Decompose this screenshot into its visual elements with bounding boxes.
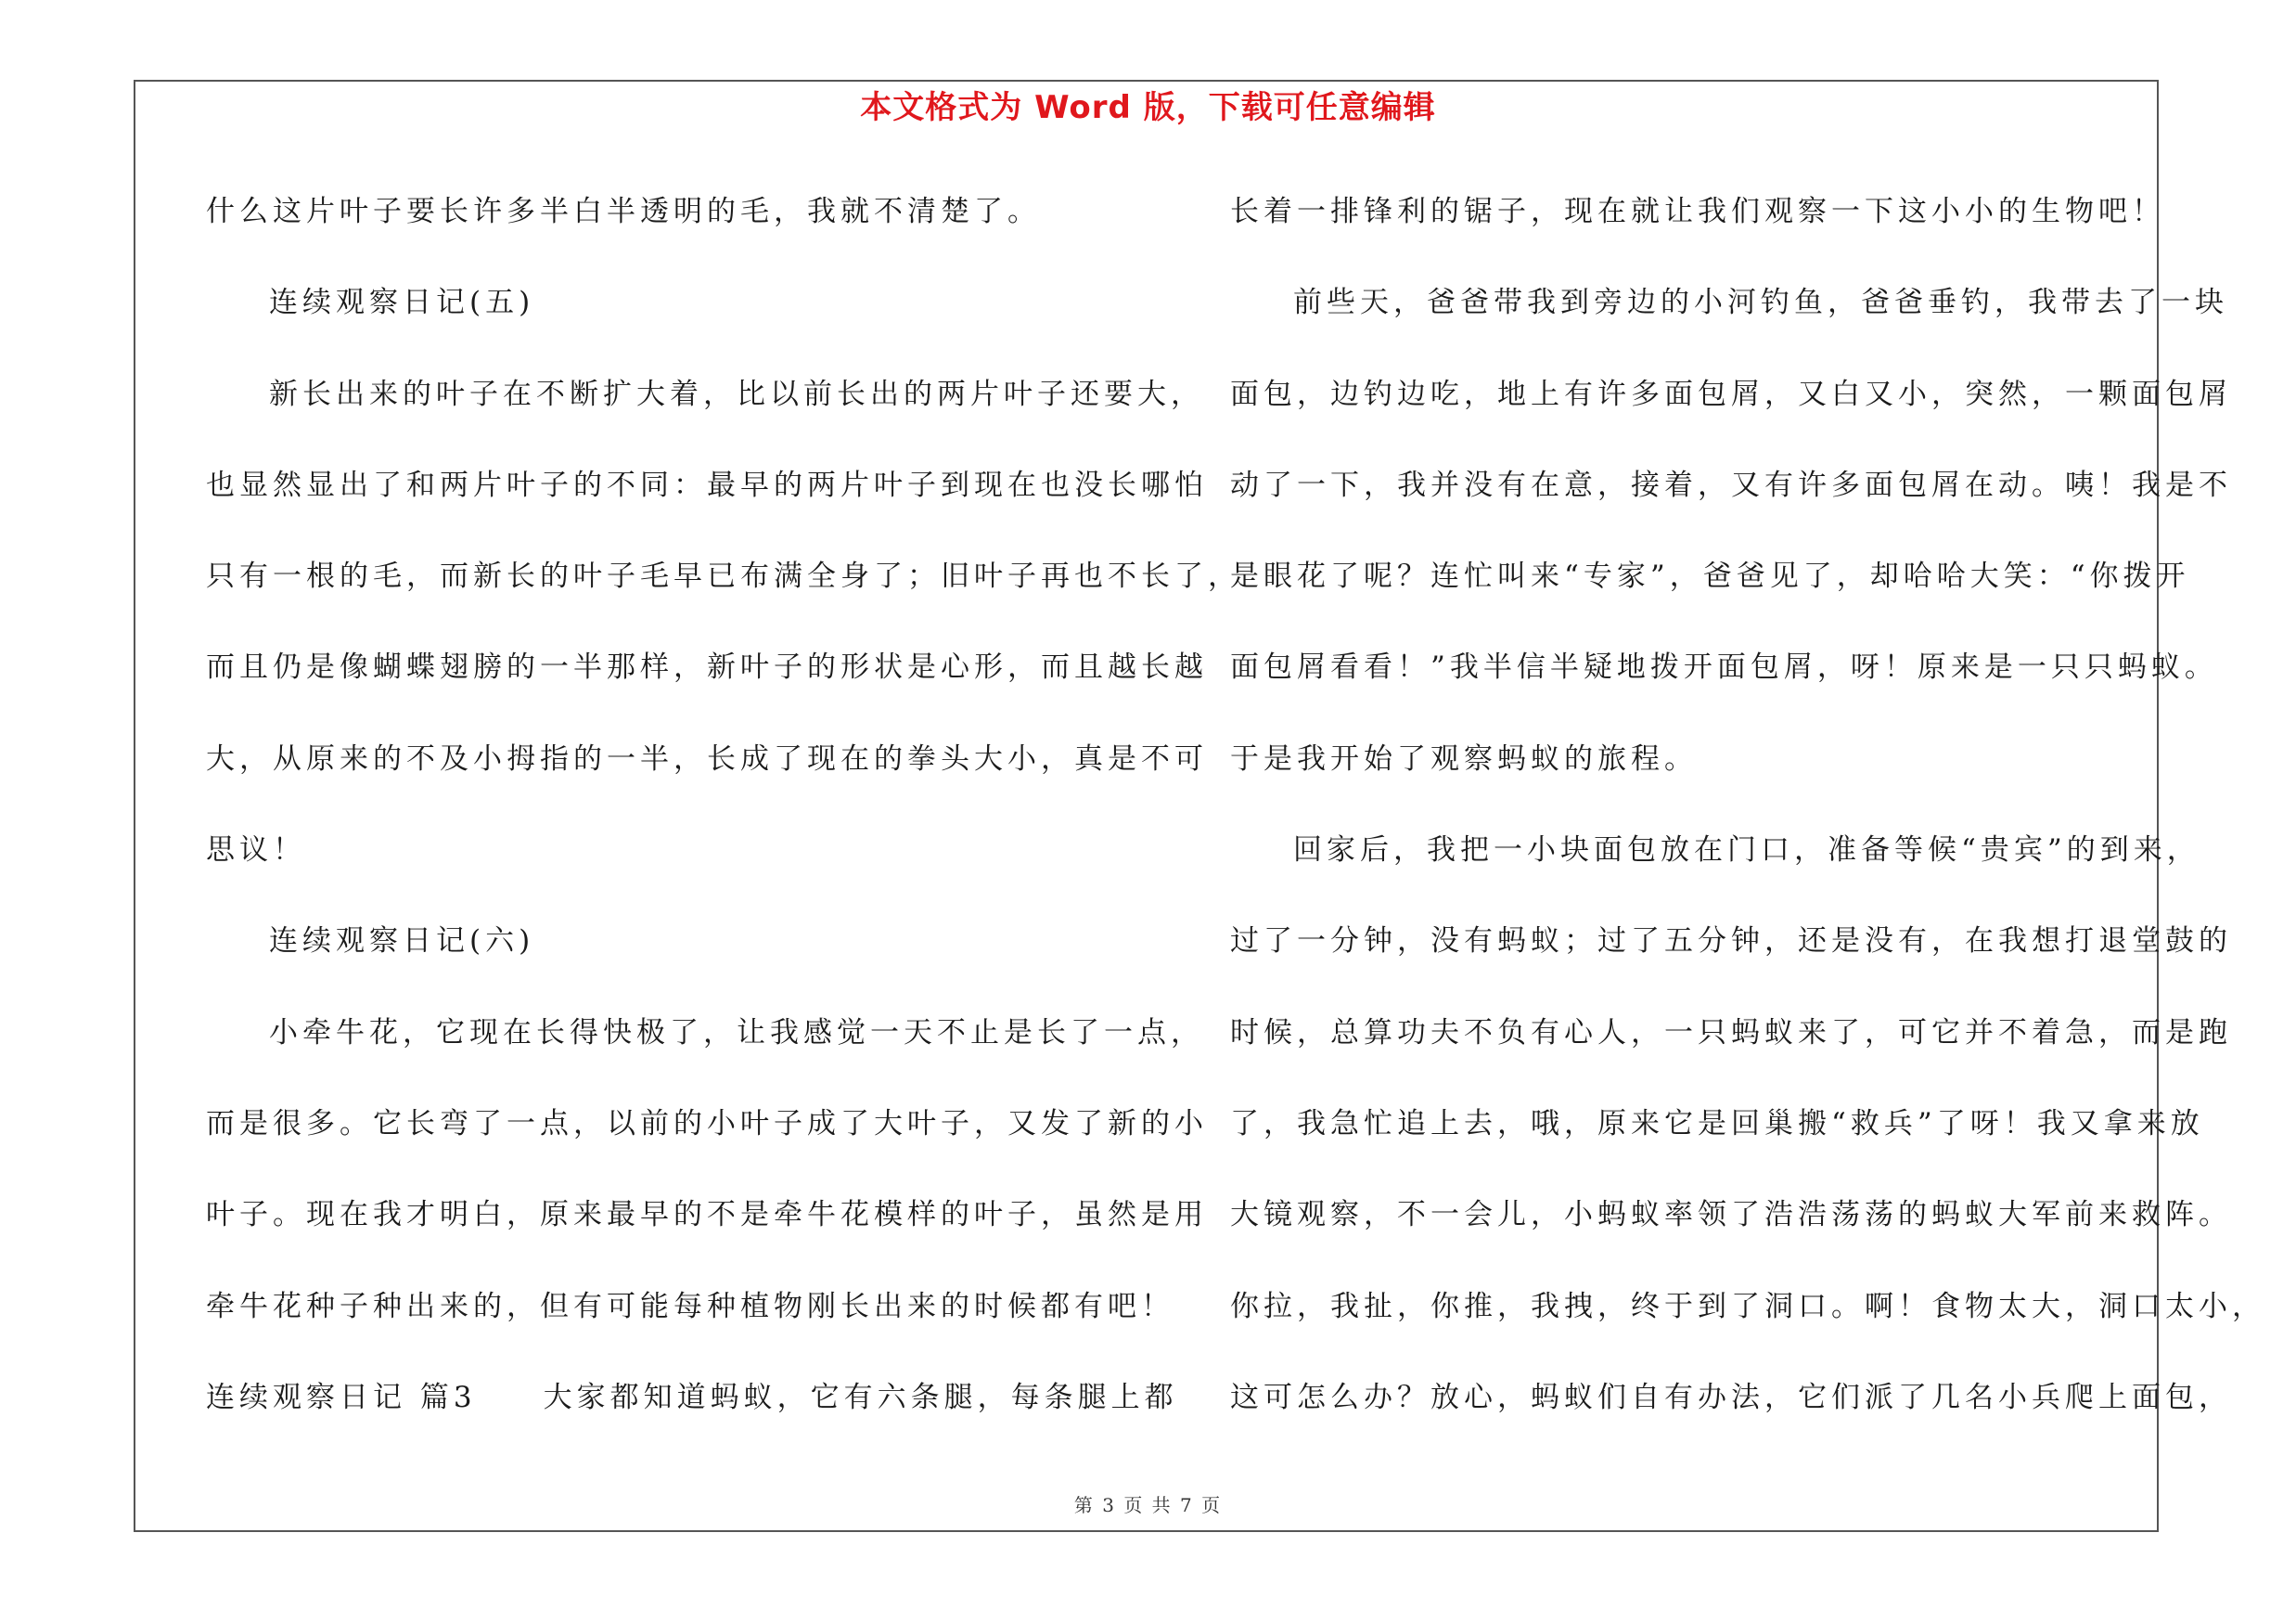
left-column-line: 什么这片叶子要长许多半白半透明的毛，我就不清楚了。 — [206, 195, 1041, 228]
right-column-line: 过了一分钟，没有蚂蚁；过了五分钟，还是没有，在我想打退堂鼓的 — [1230, 924, 2232, 959]
left-column-line: 小牵牛花，它现在长得快极了，让我感觉一天不止是长了一点， — [269, 1015, 1204, 1050]
right-text-column — [1230, 166, 2265, 1443]
right-column-line: 面包，边钓边吃，地上有许多面包屑，又白又小，突然，一颗面包屑 — [1230, 377, 2232, 411]
page-number: 第 3 页 共 7 页 — [1073, 1494, 1223, 1516]
right-column-line: 了，我急忙追上去，哦，原来它是回巢搬“救兵”了呀！我又拿来放 — [1230, 1106, 2204, 1140]
right-column-line: 于是我开始了观察蚂蚁的旅程。 — [1230, 741, 1698, 776]
left-text-column — [206, 166, 1241, 1443]
left-column-line: 连续观察日记(六) — [269, 924, 535, 959]
left-column-line: 叶子。现在我才明白，原来最早的不是牵牛花模样的叶子，虽然是用 — [206, 1198, 1208, 1232]
left-column-line: 牵牛花种子种出来的，但有可能每种植物刚长出来的时候都有吧！ — [206, 1289, 1174, 1323]
right-column-line: 长着一排锋利的锯子，现在就让我们观察一下这小小的生物吧！ — [1230, 195, 2165, 228]
left-column-line: 而是很多。它长弯了一点，以前的小叶子成了大叶子，又发了新的小 — [206, 1106, 1208, 1140]
left-column-line: 连续观察日记 篇3 大家都知道蚂蚁，它有六条腿，每条腿上都 — [206, 1380, 1178, 1414]
right-column-line: 你拉，我扯，你推，我拽，终于到了洞口。啊！食物太大，洞口太小， — [1230, 1289, 2265, 1323]
right-column-line: 大镜观察，不一会儿，小蚂蚁率领了浩浩荡荡的蚂蚁大军前来救阵。 — [1230, 1198, 2232, 1232]
left-column-line: 新长出来的叶子在不断扩大着，比以前长出的两片叶子还要大， — [269, 377, 1204, 411]
left-column-line: 连续观察日记(五) — [269, 286, 535, 320]
left-column-line: 大，从原来的不及小拇指的一半，长成了现在的拳头大小，真是不可 — [206, 741, 1208, 776]
right-column-line: 回家后，我把一小块面包放在门口，准备等候“贵宾”的到来， — [1293, 833, 2200, 868]
right-column-line: 面包屑看看！”我半信半疑地拨开面包屑，呀！原来是一只只蚂蚁。 — [1230, 650, 2218, 685]
right-column-line: 时候，总算功夫不负有心人，一只蚂蚁来了，可它并不着急，而是跑 — [1230, 1015, 2232, 1050]
left-column-line: 也显然显出了和两片叶子的不同：最早的两片叶子到现在也没长哪怕 — [206, 468, 1208, 502]
right-column-line: 前些天，爸爸带我到旁边的小河钓鱼，爸爸垂钓，我带去了一块 — [1293, 286, 2228, 320]
left-column-line: 而且仍是像蝴蝶翅膀的一半那样，新叶子的形状是心形，而且越长越 — [206, 650, 1208, 685]
header-banner: 本文格式为 Word 版，下载可任意编辑 — [860, 89, 1436, 126]
right-column-line: 这可怎么办？放心，蚂蚁们自有办法，它们派了几名小兵爬上面包， — [1230, 1380, 2232, 1414]
left-column-line: 只有一根的毛，而新长的叶子毛早已布满全身了；旧叶子再也不长了， — [206, 560, 1241, 594]
right-column-line: 动了一下，我并没有在意，接着，又有许多面包屑在动。咦！我是不 — [1230, 468, 2232, 502]
right-column-line: 是眼花了呢？连忙叫来“专家”，爸爸见了，却哈哈大笑：“你拨开 — [1230, 560, 2190, 594]
left-column-line: 思议！ — [206, 833, 306, 868]
